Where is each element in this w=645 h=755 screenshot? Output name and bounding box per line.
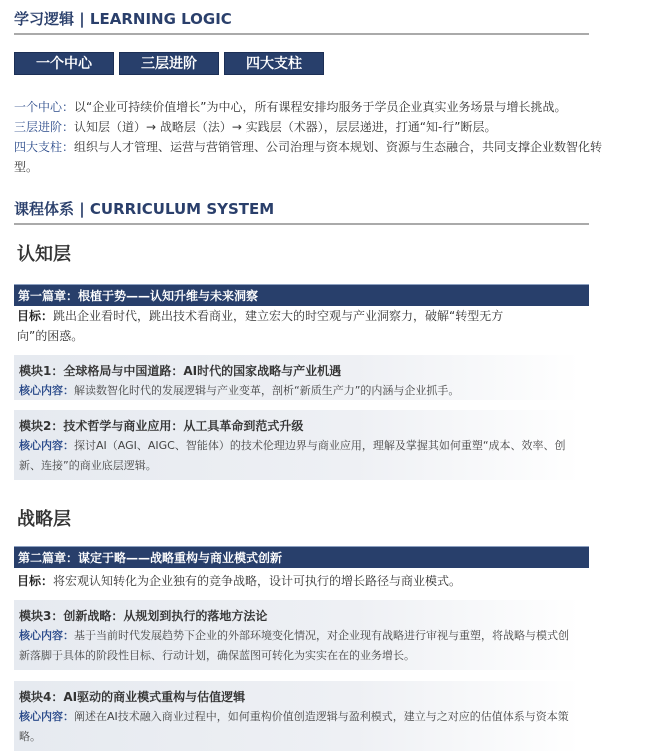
logic-item-center [14,97,614,117]
goal-text: 跳出企业看时代，跳出技术看商业，建立宏大的时空观与产业洞察力，破解“转型无方向”的困惑。 [17,309,504,343]
module-title: 模块2：技术哲学与商业应用：从工具革命到范式升级 [19,419,304,433]
learning-logic-heading: 学习逻辑 | LEARNING LOGIC [14,9,589,35]
module-content-label: 核心内容： [19,629,74,642]
module-title: 模块1：全球格局与中国道路：AI时代的国家战略与产业机遇 [19,364,342,378]
module-content-label: 核心内容： [19,384,74,397]
module-card [14,681,580,751]
module-card [14,355,580,400]
module-content-text: 解读数智化时代的发展逻辑与产业变革，剖析“新质生产力”的内涵与企业抓手。 [74,384,460,397]
logic-item-text: 认知层（道）→ 战略层（法）→ 实践层（术器），层层递进，打通“知-行”断层。 [74,120,497,134]
module-content-text: 探讨AI（AGI、AIGC、智能体）的技术伦理边界与商业应用，理解及掌握其如何重塑“成本、效率、创新、连接”的商业底层逻辑。 [19,439,566,472]
module-title: 模块4：AI驱动的商业模式重构与估值逻辑 [19,690,246,704]
chapter-goal [17,306,507,346]
logic-pill-row [14,52,324,75]
layer-title-strategy: 战略层 [17,509,71,530]
chapter-goal [17,571,577,591]
logic-list [14,97,614,177]
logic-item-key: 三层进阶： [14,120,75,134]
logic-item-text: 组织与人才管理、运营与营销管理、公司治理与资本规划、资源与生态融合，共同支撑企业数智化转型。 [14,140,603,174]
module-content-text: 阐述在AI技术融入商业过程中，如何重构价值创造逻辑与盈利模式，建立与之对应的估值体系与资本策略。 [19,710,569,743]
chapter-bar: 第二篇章：谋定于略——战略重构与商业模式创新 [14,546,589,568]
module-card [14,600,580,670]
module-card [14,410,580,480]
layer-title-cognition: 认知层 [17,244,71,265]
goal-text: 将宏观认知转化为企业独有的竞争战略，设计可执行的增长路径与商业模式。 [53,574,462,588]
module-title: 模块3：创新战略：从规划到执行的落地方法论 [19,609,268,623]
curriculum-heading: 课程体系 | CURRICULUM SYSTEM [14,199,589,225]
module-content [19,381,575,401]
pill-four-pillars: 四大支柱 [224,52,324,75]
pill-one-center: 一个中心 [14,52,114,75]
module-content [19,436,575,476]
module-content [19,626,575,666]
module-content-label: 核心内容： [19,710,74,723]
logic-item-text: 以“企业可持续价值增长”为中心，所有课程安排均服务于学员企业真实业务场景与增长挑战。 [74,100,567,114]
module-content-label: 核心内容： [19,439,74,452]
logic-item-key: 一个中心： [14,100,75,114]
goal-label: 目标： [17,309,54,323]
logic-item-levels [14,117,614,137]
logic-item-pillars [14,137,614,177]
module-content [19,707,575,747]
logic-item-key: 四大支柱： [14,140,75,154]
module-content-text: 基于当前时代发展趋势下企业的外部环境变化情况，对企业现有战略进行审视与重塑，将战略与模式创新落脚于具体的阶段性目标、行动计划，确保蓝图可转化为实实在在的业务增长。 [19,629,569,662]
pill-three-levels: 三层进阶 [119,52,219,75]
goal-label: 目标： [17,574,54,588]
chapter-bar: 第一篇章：根植于势——认知升维与未来洞察 [14,284,589,306]
